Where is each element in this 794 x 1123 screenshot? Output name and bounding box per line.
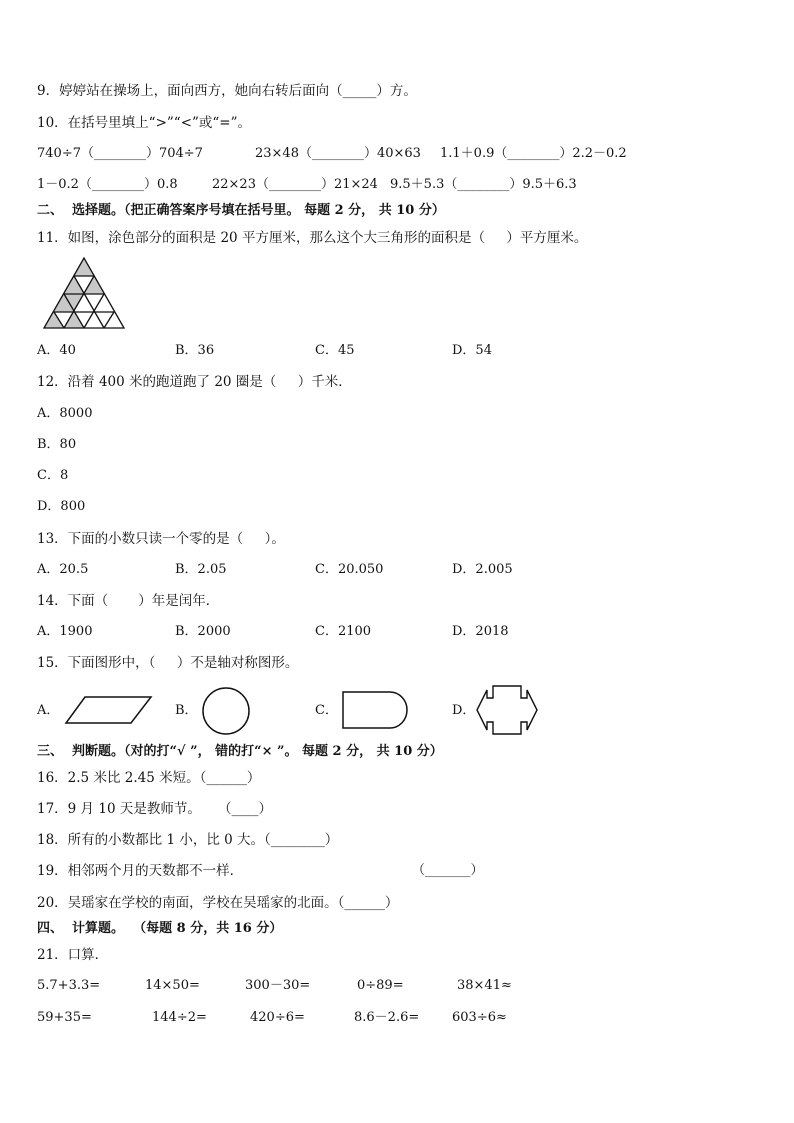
section-2-heading: 二、 选择题。（把正确答案序号填在括号里。 每题 2 分， 共 10 分） <box>37 203 445 218</box>
question-14-stem: 14．下面（ ）年是闰年． <box>37 593 220 609</box>
triangle-figure <box>41 256 127 330</box>
option-d: D．54 <box>452 343 492 358</box>
question-11-stem: 11．如图，涂色部分的面积是 20 平方厘米，那么这个大三角形的面积是（ ）平方厘米。 <box>37 230 588 246</box>
compare-item: 740÷7（________）704÷7 <box>37 146 203 161</box>
question-21-stem: 21．口算． <box>37 947 109 963</box>
calc-item: 38×41≈ <box>457 978 512 993</box>
calc-item: 0÷89= <box>357 978 404 993</box>
question-15-stem: 15．下面图形中，（ ）不是轴对称图形。 <box>37 655 299 671</box>
compare-item: 23×48（________）40×63 <box>255 146 421 161</box>
calc-item: 420÷6= <box>250 1010 305 1025</box>
option-c: C．2100 <box>315 624 372 639</box>
option-c: C．8 <box>37 468 69 483</box>
option-a: A．1900 <box>37 624 93 639</box>
question-12-stem: 12．沿着 400 米的跑道跑了 20 圈是（ ）千米． <box>37 374 352 390</box>
calc-item: 14×50= <box>145 978 200 993</box>
compare-item: 1－0.2（________）0.8 <box>37 177 178 192</box>
option-d: D．2.005 <box>452 562 513 577</box>
section-4-heading: 四、 计算题。 （每题 8 分，共 16 分） <box>37 921 283 936</box>
question-19-blank: （_______） <box>412 863 484 878</box>
rounded-rectangle-shape <box>340 690 410 730</box>
question-9: 9．婷婷站在操场上，面向西方，她向右转后面向（_____）方。 <box>37 83 417 99</box>
question-10-stem: 10．在括号里填上“>”“<”或“=”。 <box>37 115 252 131</box>
section-3-heading: 三、 判断题。（对的打“√ ”， 错的打“× ”。 每题 2 分， 共 10 分） <box>37 744 443 759</box>
option-a: A． <box>37 703 60 718</box>
option-b: B．2.05 <box>175 562 227 577</box>
calc-item: 59+35= <box>37 1010 92 1025</box>
circle-shape <box>200 686 252 736</box>
option-b: B．2000 <box>175 624 231 639</box>
option-c: C．20.050 <box>315 562 384 577</box>
calc-item: 5.7+3.3= <box>37 978 101 993</box>
option-a: A．8000 <box>37 406 93 421</box>
compare-item: 22×23（________）21×24 <box>212 177 378 192</box>
option-a: A．20.5 <box>37 562 89 577</box>
parallelogram-shape <box>63 694 153 726</box>
question-20: 20．吴瑶家在学校的南面，学校在吴瑶家的北面。（______） <box>37 895 399 911</box>
question-18: 18．所有的小数都比 1 小，比 0 大。（________） <box>37 832 339 848</box>
option-b: B．80 <box>37 437 77 452</box>
calc-item: 144÷2= <box>152 1010 207 1025</box>
option-d: D．800 <box>37 499 86 514</box>
question-17: 17．9 月 10 天是教师节。 （____） <box>37 801 272 817</box>
option-b: B． <box>175 703 198 718</box>
question-13-stem: 13．下面的小数只读一个零的是（ ）。 <box>37 531 285 547</box>
double-arrow-cross-shape <box>475 684 539 736</box>
compare-item: 9.5＋5.3（________）9.5＋6.3 <box>390 177 577 192</box>
option-b: B．36 <box>175 343 215 358</box>
option-d: D．2018 <box>452 624 509 639</box>
option-c: C．45 <box>315 343 355 358</box>
compare-item: 1.1＋0.9（________）2.2－0.2 <box>440 146 627 161</box>
option-a: A．40 <box>37 343 76 358</box>
calc-item: 8.6－2.6= <box>354 1010 420 1025</box>
calc-item: 603÷6≈ <box>452 1010 507 1025</box>
option-d: D． <box>452 703 476 718</box>
option-c: C． <box>315 703 338 718</box>
question-19: 19．相邻两个月的天数都不一样． <box>37 863 244 879</box>
question-16: 16．2.5 米比 2.45 米短。（______） <box>37 770 261 786</box>
calc-item: 300－30= <box>245 978 311 993</box>
